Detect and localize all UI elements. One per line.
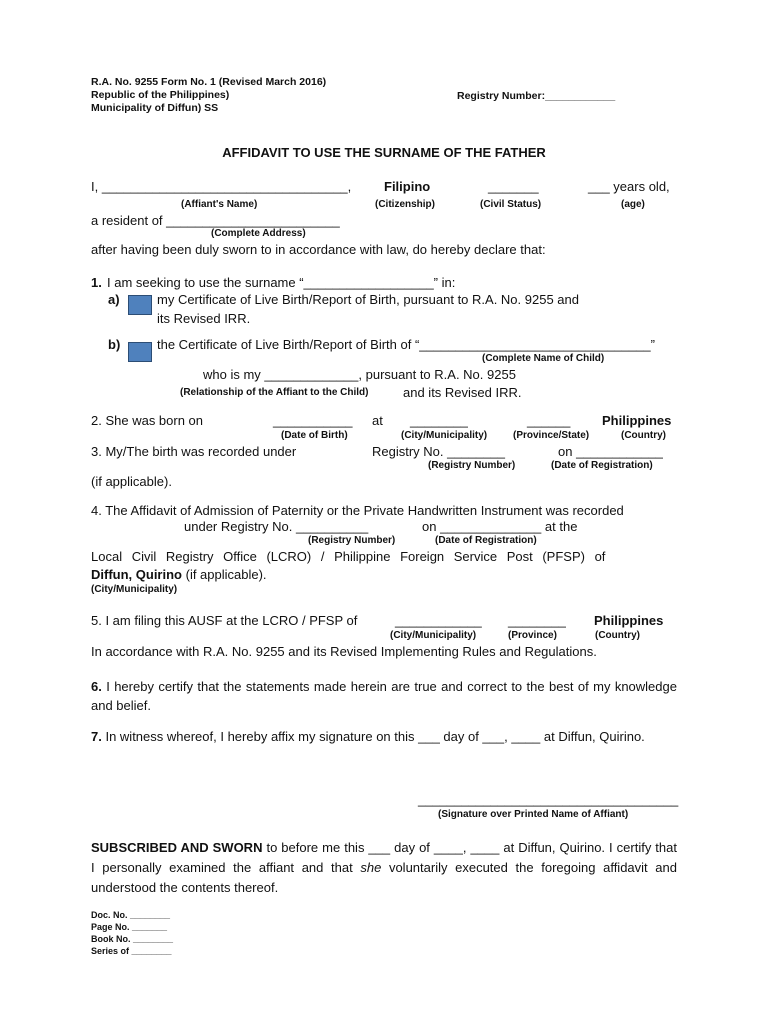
series-field[interactable]: Series of ________ bbox=[91, 946, 172, 956]
item1-text[interactable]: I am seeking to use the surname “__________________” in: bbox=[107, 275, 456, 290]
doc-no-field[interactable]: Doc. No. ________ bbox=[91, 910, 171, 920]
label-date-registration: (Date of Registration) bbox=[551, 460, 653, 471]
subscribed-heading: SUBSCRIBED AND SWORN bbox=[91, 840, 263, 855]
label-address: (Complete Address) bbox=[211, 228, 306, 239]
citizenship-value: Filipino bbox=[384, 179, 431, 194]
item4-text: 4. The Affidavit of Admission of Paternity or the Private Handwritten Instrument was recorded bbox=[91, 503, 624, 518]
item2-text: 2. She was born on bbox=[91, 413, 204, 428]
subscribed-text2: voluntarily executed the foregoing affidavit and understood the contents thereof. bbox=[91, 860, 677, 895]
address-field[interactable]: a resident of ________________________ bbox=[91, 213, 340, 228]
municipality-line: Municipality of Diffun) SS bbox=[91, 102, 219, 114]
item1-number: 1. bbox=[91, 275, 102, 290]
option-b-checkbox[interactable] bbox=[128, 342, 152, 362]
item6-number: 6. bbox=[91, 679, 102, 694]
signature-label: (Signature over Printed Name of Affiant) bbox=[438, 809, 629, 820]
label-country: (Country) bbox=[621, 430, 666, 441]
item7-text[interactable]: In witness whereof, I hereby affix my signature on this ___ day of ___, ____ at Diffun, Quirino. bbox=[105, 729, 645, 744]
and-irr-text: and its Revised IRR. bbox=[403, 385, 522, 400]
at-text: at bbox=[372, 413, 383, 428]
civil-status-field[interactable]: _______ bbox=[488, 179, 539, 194]
option-b-label: b) bbox=[108, 337, 121, 352]
page-no-field[interactable]: Page No. _______ bbox=[91, 922, 168, 932]
item4-label-date: (Date of Registration) bbox=[435, 535, 537, 546]
label-civil-status: (Civil Status) bbox=[480, 199, 542, 210]
item5-label-country: (Country) bbox=[595, 630, 640, 641]
label-citizenship: (Citizenship) bbox=[375, 199, 435, 210]
republic-line: Republic of the Philippines) bbox=[91, 89, 230, 101]
option-a-checkbox[interactable] bbox=[128, 295, 152, 315]
book-no-field[interactable]: Book No. ________ bbox=[91, 934, 174, 944]
item4-registry-field[interactable]: under Registry No. __________ bbox=[184, 519, 369, 534]
item3-date-field[interactable]: on ____________ bbox=[558, 444, 663, 459]
label-affiant-name: (Affiant's Name) bbox=[181, 199, 258, 210]
label-date-of-birth: (Date of Birth) bbox=[281, 430, 348, 441]
item5-province-field[interactable]: ________ bbox=[508, 613, 566, 628]
item5-label-province: (Province) bbox=[508, 630, 557, 641]
item5-city-field[interactable]: ____________ bbox=[395, 613, 482, 628]
birth-country: Philippines bbox=[602, 413, 672, 428]
item4-applicable: (if applicable). bbox=[185, 567, 267, 582]
birth-date-field[interactable]: ___________ bbox=[273, 413, 353, 428]
item5-label-city: (City/Municipality) bbox=[390, 630, 477, 641]
birth-province-field[interactable]: ______ bbox=[527, 413, 571, 428]
relationship-field[interactable]: who is my _____________, pursuant to R.A. No. 9255 bbox=[203, 367, 516, 382]
label-child-name: (Complete Name of Child) bbox=[482, 353, 605, 364]
sworn-statement: after having been duly sworn to in accordance with law, do hereby declare that: bbox=[91, 242, 546, 257]
item5-accordance: In accordance with R.A. No. 9255 and its Revised Implementing Rules and Regulations. bbox=[91, 644, 597, 659]
affiant-name-field[interactable]: I, __________________________________, bbox=[91, 179, 352, 194]
option-a-label: a) bbox=[108, 292, 120, 307]
subscribed-she: she bbox=[360, 860, 382, 875]
item4-lcro: Local Civil Registry Office (LCRO) / Philippine Foreign Service Post (PFSP) of bbox=[91, 549, 606, 564]
label-province-state: (Province/State) bbox=[513, 430, 590, 441]
item3-text: 3. My/The birth was recorded under bbox=[91, 444, 297, 459]
birth-city-field[interactable]: ________ bbox=[410, 413, 468, 428]
item4-label-registry: (Registry Number) bbox=[308, 535, 396, 546]
item4-date-field[interactable]: on ______________ at the bbox=[422, 519, 578, 534]
option-a-text1: my Certificate of Live Birth/Report of Birth, pursuant to R.A. No. 9255 and bbox=[157, 292, 579, 307]
label-city-municipality: (City/Municipality) bbox=[401, 430, 488, 441]
option-a-text2: its Revised IRR. bbox=[157, 311, 251, 326]
item5-text: 5. I am filing this AUSF at the LCRO / PFSP of bbox=[91, 613, 358, 628]
subscribed-text1[interactable]: to before me this ___ day of ____, ____ at Diffun, Quirino. I certify that I personally examined the affiant and that bbox=[91, 840, 677, 875]
item3-registry-field[interactable]: Registry No. ________ bbox=[372, 444, 505, 459]
item4-label-city: (City/Municipality) bbox=[91, 584, 178, 595]
option-b-text[interactable]: the Certificate of Live Birth/Report of Birth of “________________________________” bbox=[157, 337, 655, 352]
item6-text: I hereby certify that the statements made herein are true and correct to the best of my knowledge and belief. bbox=[91, 679, 677, 713]
item3-applicable: (if applicable). bbox=[91, 474, 172, 489]
item5-country: Philippines bbox=[594, 613, 664, 628]
item7-number: 7. bbox=[91, 729, 102, 744]
label-age: (age) bbox=[621, 199, 645, 210]
label-registry-number: (Registry Number) bbox=[428, 460, 516, 471]
item4-place: Diffun, Quirino bbox=[91, 567, 182, 582]
label-relationship: (Relationship of the Affiant to the Child) bbox=[180, 387, 369, 398]
document-title: AFFIDAVIT TO USE THE SURNAME OF THE FATHER bbox=[222, 145, 546, 160]
form-number: R.A. No. 9255 Form No. 1 (Revised March 2016) bbox=[91, 76, 327, 88]
registry-number-field[interactable]: Registry Number:____________ bbox=[457, 90, 616, 102]
signature-line[interactable]: ____________________________________ bbox=[418, 792, 679, 807]
age-field[interactable]: ___ years old, bbox=[588, 179, 670, 194]
